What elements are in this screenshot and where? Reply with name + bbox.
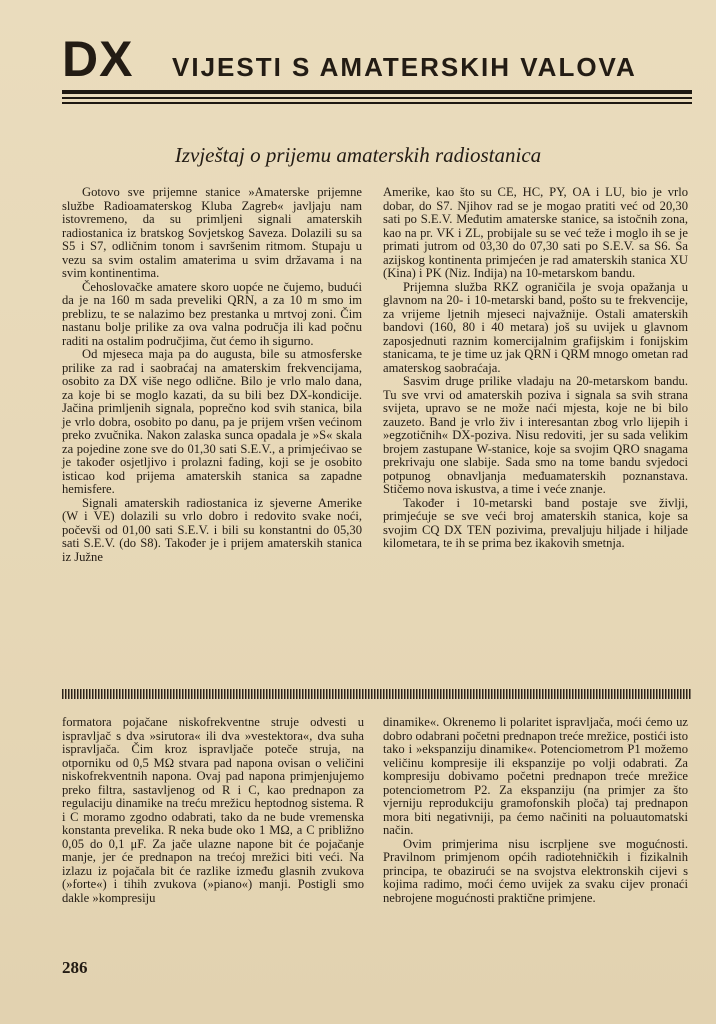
paragraph: Amerike, kao što su CE, HC, PY, OA i LU, bio je vrlo dobar, do S7. Njihov rad se je mogao pratiti već od 20,30 sati po S.E.V. Međutim amaterske stanice, sa istočnih zona, kao na pr. VK i ZL, probijale su se već teže i moglo ih se je primati jutrom od 03,30 do 07,30 sati po S.E.V. sa S6. Sa azijskog kontinenta primjećen je rad amaterskih stanica XU (Kina) i PK (Niz. Indija) na 10-metarskom bandu. (383, 185, 688, 280)
header-rules (62, 90, 692, 107)
header-rule (62, 97, 692, 99)
paragraph: Sasvim druge prilike vladaju na 20-metarskom bandu. Tu sve vrvi od amaterskih poziva i signala sa svih strana svijeta, upravo se ne može naći mjesta, koje ne bi bilo zauzeto. Band je vrlo živ i interesantan zbog vrlo lijepih i »egzotičnih« DX-poziva. Nisu redoviti, jer su sada velikim brojem zastupane W-stanice, koje sa svojim QRO snagama prekrivaju one slabije. Sada smo na tome bandu svjedoci potpunog obnavljanja međuamaterskih poznanstava. Stičemo nova iskustva, a time i veće znanje. (383, 374, 688, 496)
paragraph: dinamike«. Okrenemo li polaritet ispravljača, moći ćemo uz dobro odabrani početni prednapon treće mrežice, postići isto tako i »ekspanziju dinamike«. Potenciometrom P1 možemo veličinu kompresije ili ekspanzije po volji odabrati. Za kompresiju dobivamo početni prednapon treće mrežice potenciometrom P2. Za ekspanziju (na primjer za što vjerniju reprodukciju gramofonskih ploča) taj prednapon mora biti negativniji, pa ćemo načiniti na poluautomatski način. (383, 715, 688, 837)
continuation-column-left (62, 716, 364, 905)
paragraph: Gotovo sve prijemne stanice »Amaterske prijemne službe Radioamaterskog Kluba Zagreb« javljaju nam istovremeno, da su primljeni signali amaterskih radiostanica iz bratskog Sovjetskog Saveza. Dolazili su sa S5 i S7, odličnim tonom i savršenim ritmom. Stupaju u vezu sa svim ostalim amaterima u svim državama i na svim kontinentima. (62, 185, 362, 280)
paragraph: Prijemna služba RKZ ograničila je svoja opažanja u glavnom na 20- i 10-metarski band, pošto su te frekvencije, za vrijeme ljetnih mjeseci najvažnije. Ostali amaterskih bandovi (160, 80 i 40 metara) još su uvijek u glavnom zaposjednuti raznim komercijalnim grafijskim i fonijskim stanicama, te je time uz jak QRN i QRM mnogo ometan rad amaterskog saobraćaja. (383, 279, 688, 375)
paragraph: formatora pojačane niskofrekventne struje odvesti u ispravljač s dva »sirutora« ili dva »vestektora«, dva suha ispravljača. Čim kroz ispravljače poteče struja, na otporniku od 0,5 MΩ stvara pad napona ovisan o veličini niskofrekventnih napona. Ovaj pad napona primjenjujemo preko filtra, sastavljenog od R i C, kao prednapon za regulaciju dinamike na treću mrežicu heptodnog sistema. R i C moramo zgodno odabrati, tako da ne bude vremenska konstanta prevelika. R neka bude oko 1 MΩ, a C približno 0,05 do 0,1 μF. Za jače ulazne napone bit će pojačanje manje, jer će prednapon na trećoj mrežici biti veći. Na izlazu iz pojačala bit će razlike između glasnih zvukova (»forte«) i tihih zvukova (»piano«) manji. Postigli smo dakle »kompresiju (62, 715, 364, 905)
paragraph: Od mjeseca maja pa do augusta, bile su atmosferske prilike za rad i saobraćaj na amaterskim frekvencijama, osobito za DX više nego odlične. Bilo je vrlo malo dana, za koje bi se moglo kazati, da su bili bez DX-kondicije. Jačina primljenih signala, poprečno kod svih stanica, bila je vrlo dobra, osobito po danu, pa je prijem vršen većinom preko zvučnika. Nakon zalaska sunca opadala je »S« skala za pojedine zone sve do 01,30 sati S.E.V., a primjećivao se je također osjetljivo i prolazni fading, koji se je osobito isticao kod prijema amaterskih stanica sa zapadne hemisfere. (62, 347, 362, 496)
dx-logo: DX (62, 31, 134, 87)
decorative-separator (62, 689, 692, 699)
paragraph: Ovim primjerima nisu iscrpljene sve mogućnosti. Pravilnom primjenom općih radiotehničkih i fizikalnih principa, te obazirući se na svojstva elektronskih cijevi s kojima radimo, moći ćemo uvijek za svaku cijev pronaći nebrojene mogućnosti praktične primjene. (383, 836, 688, 905)
paragraph: Signali amaterskih radiostanica iz sjeverne Amerike (W i VE) dolazili su vrlo dobro i redovito svake noći, počevši od 01,00 sati S.E.V. i bili su konstantni do 05,30 sati S.E.V. (do S8). Također je i prijem amaterskih stanica iz Južne (62, 495, 362, 564)
article-title: Izvještaj o prijemu amaterskih radiostanica (174, 143, 542, 167)
header-rule (62, 102, 692, 104)
article-column-left (62, 186, 362, 564)
section-title: VIJESTI S AMATERSKIH VALOVA (172, 52, 637, 82)
page-number: 286 (62, 958, 88, 977)
paragraph: Također i 10-metarski band postaje sve življi, primjećuje se sve veći broj amaterskih stanica, koje sa svojim CQ DX TEN pozivima, prevaljuju hiljade i hiljade kilometara, te ih se prima bez ikakovih smetnja. (383, 495, 688, 550)
continuation-column-right (383, 716, 688, 905)
article-column-right (383, 186, 688, 551)
section-header (62, 31, 692, 94)
header-rule (62, 90, 692, 94)
paragraph: Čehoslovačke amatere skoro uopće ne čujemo, budući da je na 160 m sada preveliki QRN, a za 10 m smo im preblizu, te se nalazimo bez prestanka u mrtvoj zoni. Čim nastanu bolje prilike za ova valna područja ili kad počnu raditi na ostalim područjima, čut ćemo ih sigurno. (62, 279, 362, 348)
